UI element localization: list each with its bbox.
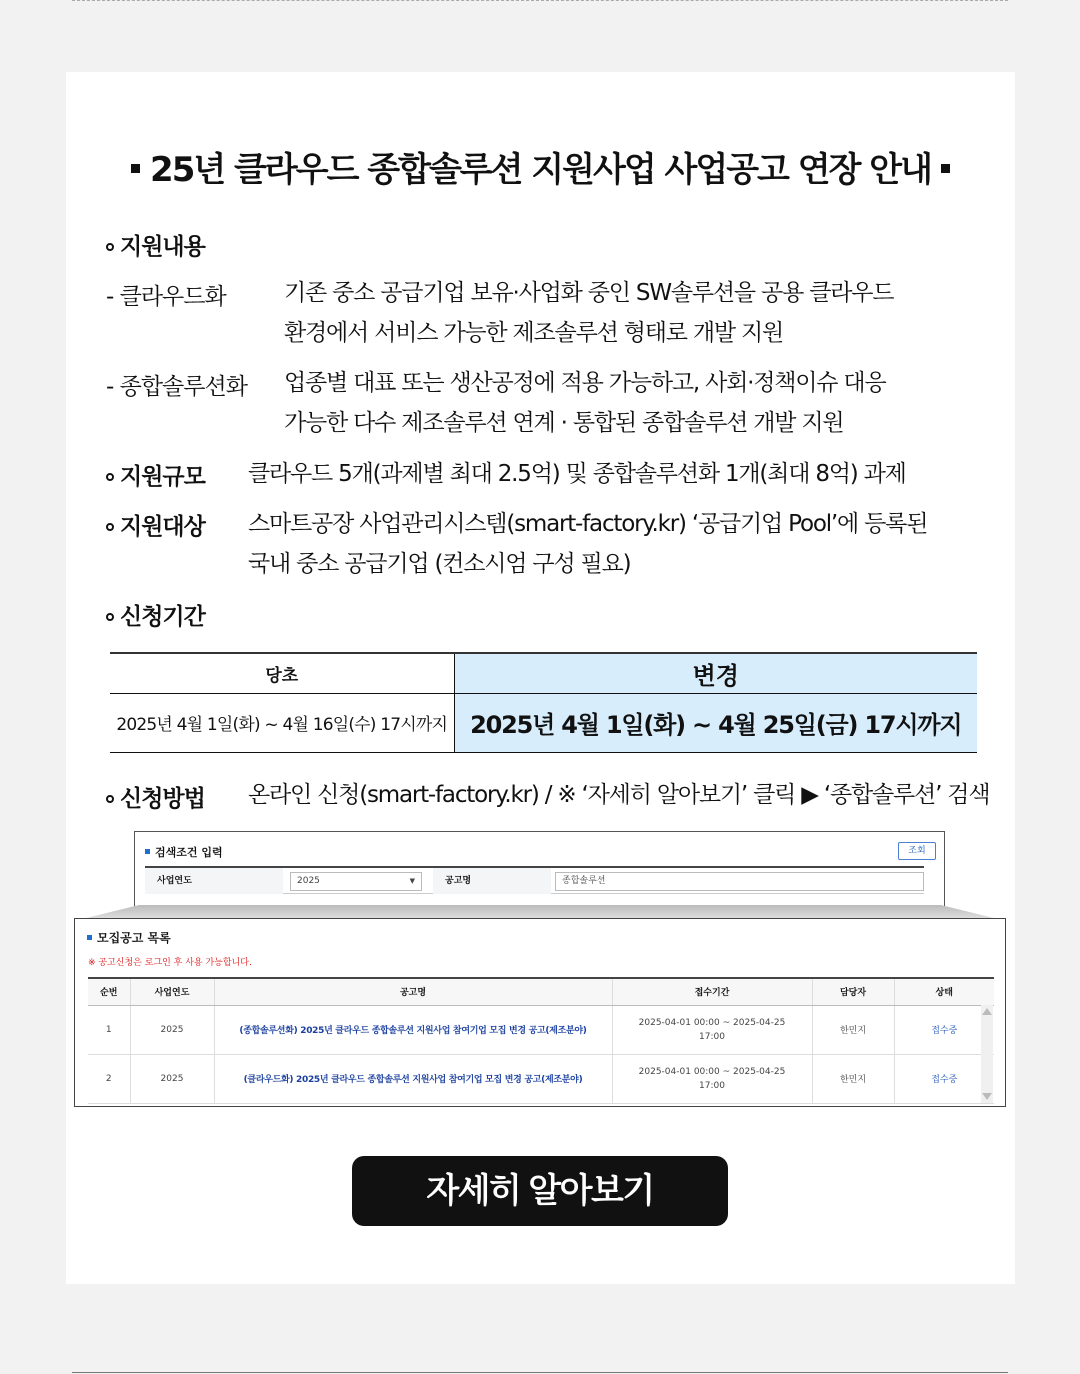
square-bullet-icon [131, 164, 140, 173]
column-header: 상태 [894, 978, 994, 1005]
scrollbar[interactable] [981, 1005, 993, 1103]
row-period: 2025-04-01 00:00 ~ 2025-04-25 17:00 [612, 1005, 812, 1054]
support-scale-text: 클라우드 5개(과제별 최대 2.5억) 및 종합솔루션화 1개(최대 8억) 과제 [248, 461, 906, 487]
application-period-heading: 신청기간 [106, 598, 205, 631]
search-button[interactable]: 조회 [898, 842, 936, 860]
cloud-desc-line-1: 기존 중소 공급기업 보유·사업화 중인 SW솔루션을 공용 클라우드 [284, 280, 894, 306]
row-manager: 한민지 [812, 1005, 894, 1054]
row-year: 2025 [130, 1054, 214, 1103]
changed-period: 2025년 4월 1일(화) ~ 4월 25일(금) 17시까지 [454, 693, 977, 752]
row-title-link[interactable]: (종합솔루션화) 2025년 클라우드 종합솔루션 지원사업 참여기업 모집 변경 공고(제조분야) [214, 1005, 612, 1054]
scroll-up-icon[interactable] [982, 1008, 992, 1015]
row-number: 1 [88, 1005, 130, 1054]
column-header: 공고명 [214, 978, 612, 1005]
page-title: 25년 클라우드 종합솔루션 지원사업 사업공고 연장 안내 [66, 142, 1015, 191]
square-bullet-icon [87, 935, 92, 940]
application-period-table [110, 652, 977, 753]
bottom-divider [72, 1372, 1008, 1373]
search-panel-heading: 검색조건 입력 [145, 844, 223, 860]
column-header: 담당자 [812, 978, 894, 1005]
circle-bullet-icon [106, 473, 114, 481]
row-status[interactable]: 접수중 [894, 1054, 994, 1103]
table-row[interactable] [88, 1054, 994, 1103]
row-number: 2 [88, 1054, 130, 1103]
column-header: 접수기간 [612, 978, 812, 1005]
application-method-text: 온라인 신청(smart-factory.kr) / ※ ‘자세히 알아보기’ 클릭 ▶ ‘종합솔루션’ 검색 [248, 782, 990, 808]
list-panel [74, 918, 1006, 1107]
search-panel [134, 831, 945, 916]
row-status[interactable]: 접수중 [894, 1005, 994, 1054]
circle-bullet-icon [106, 795, 114, 803]
support-scale-heading: 지원규모 [106, 458, 205, 491]
integrated-desc-line-2: 가능한 다수 제조솔루션 연계 · 통합된 종합솔루션 개발 지원 [284, 410, 844, 436]
original-header: 당초 [110, 653, 454, 693]
cloud-desc-line-2: 환경에서 서비스 가능한 제조솔루션 형태로 개발 지원 [284, 320, 784, 346]
name-label: 공고명 [433, 868, 551, 894]
name-input[interactable]: 종합솔루션 [555, 872, 924, 891]
circle-bullet-icon [106, 523, 114, 531]
announcement-table [88, 977, 994, 1104]
row-title-link[interactable]: (클라우드화) 2025년 클라우드 종합솔루션 지원사업 참여기업 모집 변경 공고(제조분야) [214, 1054, 612, 1103]
circle-bullet-icon [106, 243, 114, 251]
cloud-label: - 클라우드화 [106, 284, 226, 310]
square-bullet-icon [941, 164, 950, 173]
column-header: 순번 [88, 978, 130, 1005]
year-label: 사업연도 [145, 868, 283, 894]
login-notice: ※ 공고신청은 로그인 후 사용 가능합니다. [88, 958, 252, 968]
row-period: 2025-04-01 00:00 ~ 2025-04-25 17:00 [612, 1054, 812, 1103]
year-select[interactable]: 2025 ▼ [290, 872, 422, 891]
row-year: 2025 [130, 1005, 214, 1054]
chevron-down-icon: ▼ [409, 877, 415, 885]
search-row [145, 866, 924, 894]
column-header: 사업연도 [130, 978, 214, 1005]
original-period: 2025년 4월 1일(화) ~ 4월 16일(수) 17시까지 [110, 693, 454, 752]
support-target-line-1: 스마트공장 사업관리시스템(smart-factory.kr) ‘공급기업 Pool’에 등록된 [248, 511, 928, 537]
row-manager: 한민지 [812, 1054, 894, 1103]
support-content-heading: 지원내용 [106, 228, 205, 261]
scroll-down-icon[interactable] [982, 1093, 992, 1100]
top-divider [72, 0, 1008, 1]
square-bullet-icon [145, 849, 150, 854]
support-target-line-2: 국내 중소 공급기업 (컨소시엄 구성 필요) [248, 551, 631, 577]
application-method-heading: 신청방법 [106, 780, 205, 813]
integrated-label: - 종합솔루션화 [106, 374, 247, 400]
notice-card [66, 72, 1015, 1284]
circle-bullet-icon [106, 613, 114, 621]
table-row[interactable] [88, 1005, 994, 1054]
list-panel-heading: 모집공고 목록 [87, 929, 171, 946]
integrated-desc-line-1: 업종별 대표 또는 생산공정에 적용 가능하고, 사회·정책이슈 대응 [284, 370, 886, 396]
support-target-heading: 지원대상 [106, 508, 205, 541]
changed-header: 변경 [454, 653, 977, 693]
learn-more-button[interactable]: 자세히 알아보기 [352, 1156, 728, 1226]
